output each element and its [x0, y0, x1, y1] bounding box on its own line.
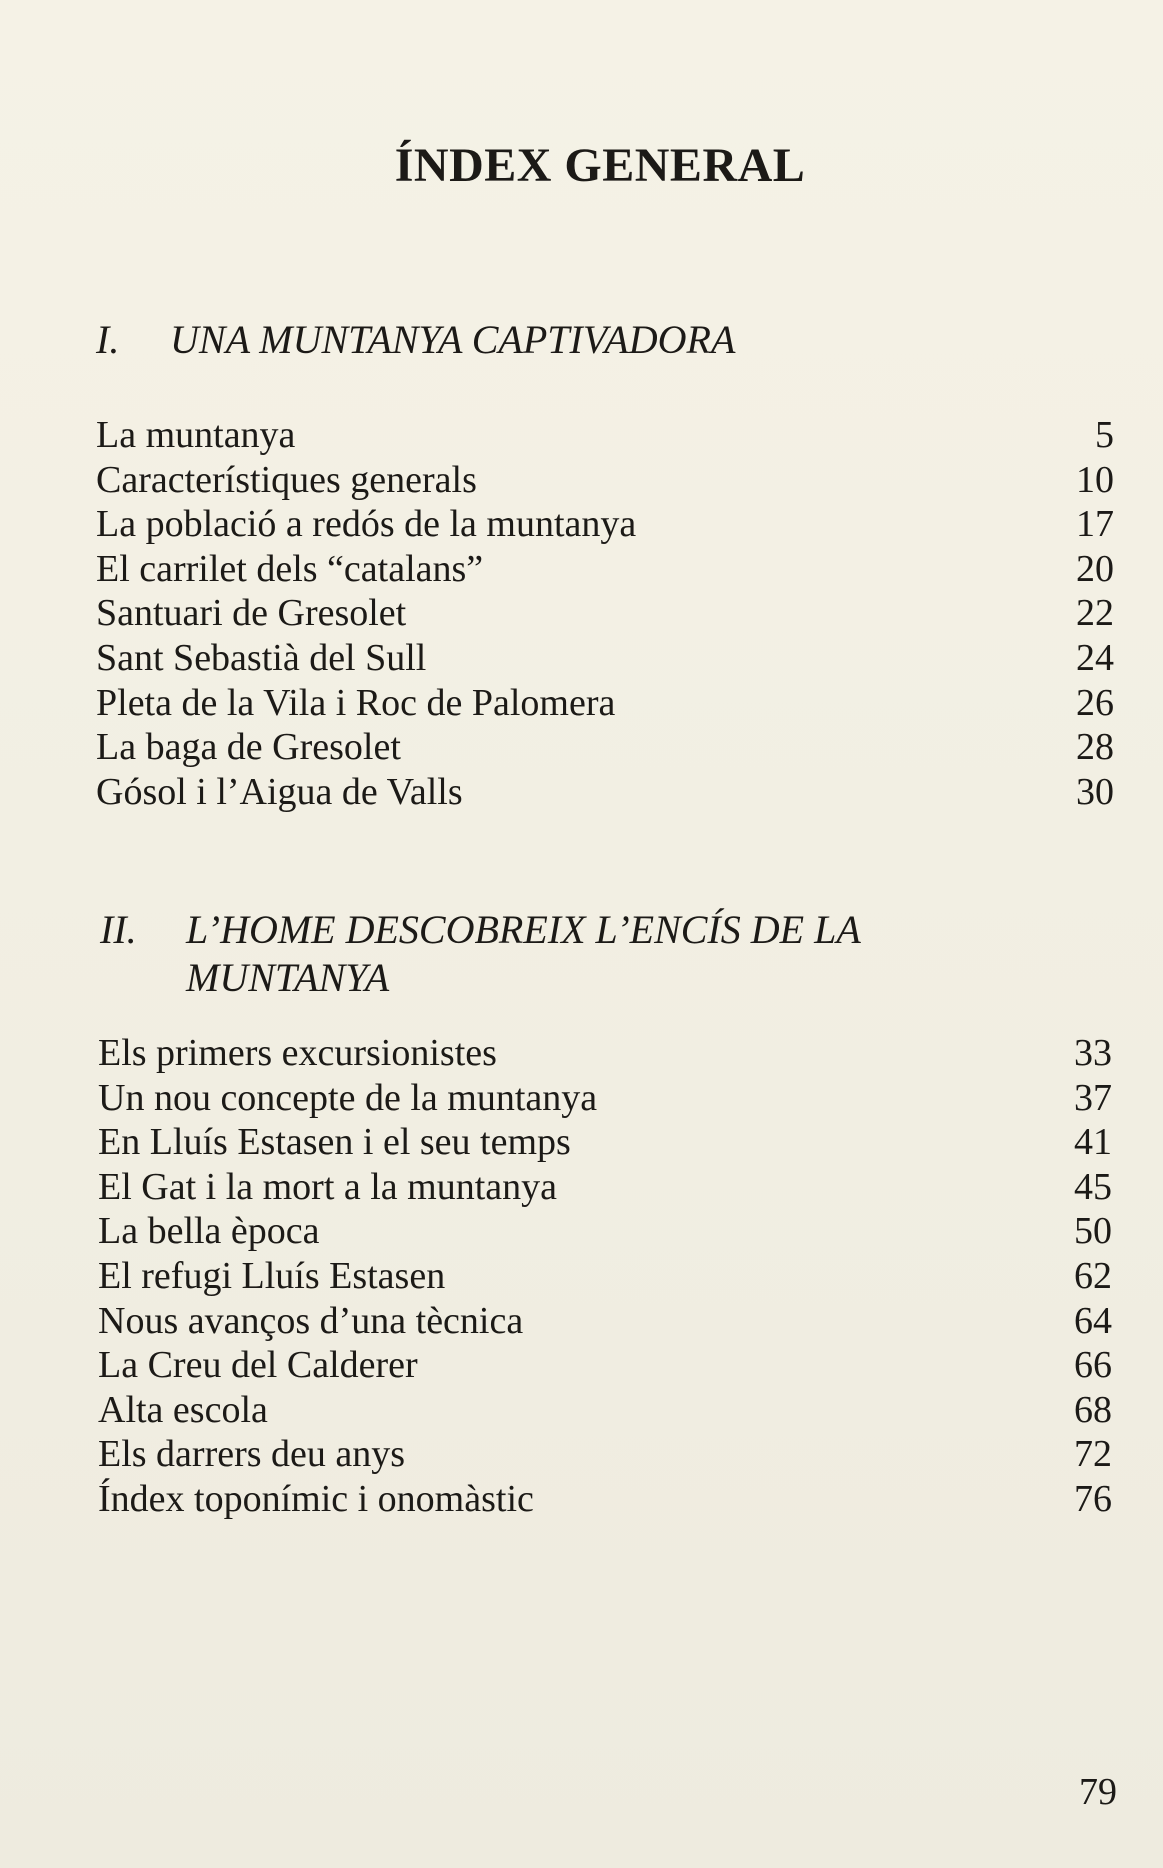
toc-entry-label: La Creu del Calderer: [98, 1344, 418, 1387]
toc-entry-label: La població a redós de la muntanya: [96, 503, 637, 546]
toc-entry[interactable]: [98, 1209, 1112, 1254]
toc-entry[interactable]: [98, 1120, 1112, 1165]
toc-entry-page: 72: [1074, 1433, 1112, 1476]
toc-entry-label: Característiques generals: [96, 458, 477, 501]
toc-entry-label: La bella època: [98, 1210, 320, 1253]
toc-entry[interactable]: [98, 1432, 1112, 1477]
toc-entry-page: 33: [1074, 1032, 1112, 1074]
toc-entry-label: Un nou concepte de la muntanya: [98, 1076, 598, 1119]
toc-entry[interactable]: [98, 1254, 1112, 1299]
toc-entry-page: 24: [1076, 636, 1114, 679]
toc-entry[interactable]: [96, 413, 1114, 458]
toc-entry[interactable]: [98, 1388, 1112, 1433]
section-number: II.: [100, 907, 137, 952]
toc-entry-label: Alta escola: [98, 1388, 268, 1431]
toc-entry[interactable]: [98, 1343, 1112, 1388]
toc-entry[interactable]: [96, 502, 1114, 547]
toc-entry[interactable]: [98, 1477, 1112, 1522]
toc-entry[interactable]: [98, 1165, 1112, 1210]
section-heading-1: [96, 316, 996, 364]
page-number: 79: [1079, 1771, 1117, 1813]
toc-entry[interactable]: [96, 770, 1114, 815]
toc-entry-label: En Lluís Estasen i el seu temps: [98, 1121, 571, 1164]
toc-entry-label: Gósol i l’Aigua de Valls: [96, 770, 463, 813]
toc-entry-label: Els darrers deu anys: [98, 1433, 406, 1476]
toc-entry-label: Pleta de la Vila i Roc de Palomera: [96, 681, 616, 724]
toc-entry-page: 20: [1076, 547, 1114, 590]
toc-entry[interactable]: [96, 681, 1114, 726]
toc-entry-page: 17: [1076, 503, 1114, 546]
toc-entry-page: 5: [1095, 414, 1114, 456]
toc-entry-page: 68: [1074, 1388, 1112, 1431]
toc-entry-label: Els primers excursionistes: [98, 1032, 497, 1074]
section-2-entries: [98, 1031, 1112, 1522]
toc-entry-page: 62: [1074, 1254, 1112, 1297]
toc-entry-label: El Gat i la mort a la muntanya: [98, 1165, 558, 1208]
toc-entry[interactable]: [96, 458, 1114, 503]
section-number: I.: [96, 317, 120, 362]
section-title: L’HOME DESCOBREIX L’ENCÍS DE LA: [186, 907, 861, 952]
toc-entry-page: 26: [1076, 681, 1114, 724]
toc-entry-label: La muntanya: [96, 414, 296, 456]
toc-entry[interactable]: [96, 591, 1114, 636]
toc-entry-label: Índex toponímic i onomàstic: [98, 1477, 534, 1520]
toc-entry-label: Nous avanços d’una tècnica: [98, 1299, 524, 1342]
toc-entry[interactable]: [98, 1299, 1112, 1344]
toc-entry-page: 30: [1076, 770, 1114, 813]
section-title: UNA MUNTANYA CAPTIVADORA: [170, 317, 736, 362]
section-1-entries: [96, 413, 1114, 814]
toc-entry-page: 50: [1074, 1210, 1112, 1253]
toc-entry-page: 76: [1074, 1477, 1112, 1520]
page-title: ÍNDEX GENERAL: [394, 139, 806, 192]
toc-entry-page: 45: [1074, 1165, 1112, 1208]
toc-entry-label: El carrilet dels “catalans”: [96, 547, 484, 590]
toc-entry-label: El refugi Lluís Estasen: [98, 1254, 446, 1297]
toc-entry-page: 66: [1074, 1344, 1112, 1387]
toc-entry-label: La baga de Gresolet: [96, 726, 401, 769]
toc-entry-page: 28: [1076, 726, 1114, 769]
section-heading-2: [100, 906, 1000, 1002]
toc-entry[interactable]: [98, 1031, 1112, 1076]
toc-entry-page: 41: [1074, 1121, 1112, 1164]
toc-entry-page: 37: [1074, 1076, 1112, 1119]
toc-entry-label: Sant Sebastià del Sull: [96, 636, 427, 679]
toc-entry-page: 64: [1074, 1299, 1112, 1342]
toc-entry[interactable]: [98, 1076, 1112, 1121]
toc-entry[interactable]: [96, 636, 1114, 681]
toc-entry[interactable]: [96, 547, 1114, 592]
toc-entry-page: 10: [1076, 458, 1114, 501]
toc-entry-page: 22: [1076, 592, 1114, 635]
toc-entry-label: Santuari de Gresolet: [96, 592, 407, 635]
section-title-continued: MUNTANYA: [186, 955, 390, 1000]
toc-entry[interactable]: [96, 725, 1114, 770]
